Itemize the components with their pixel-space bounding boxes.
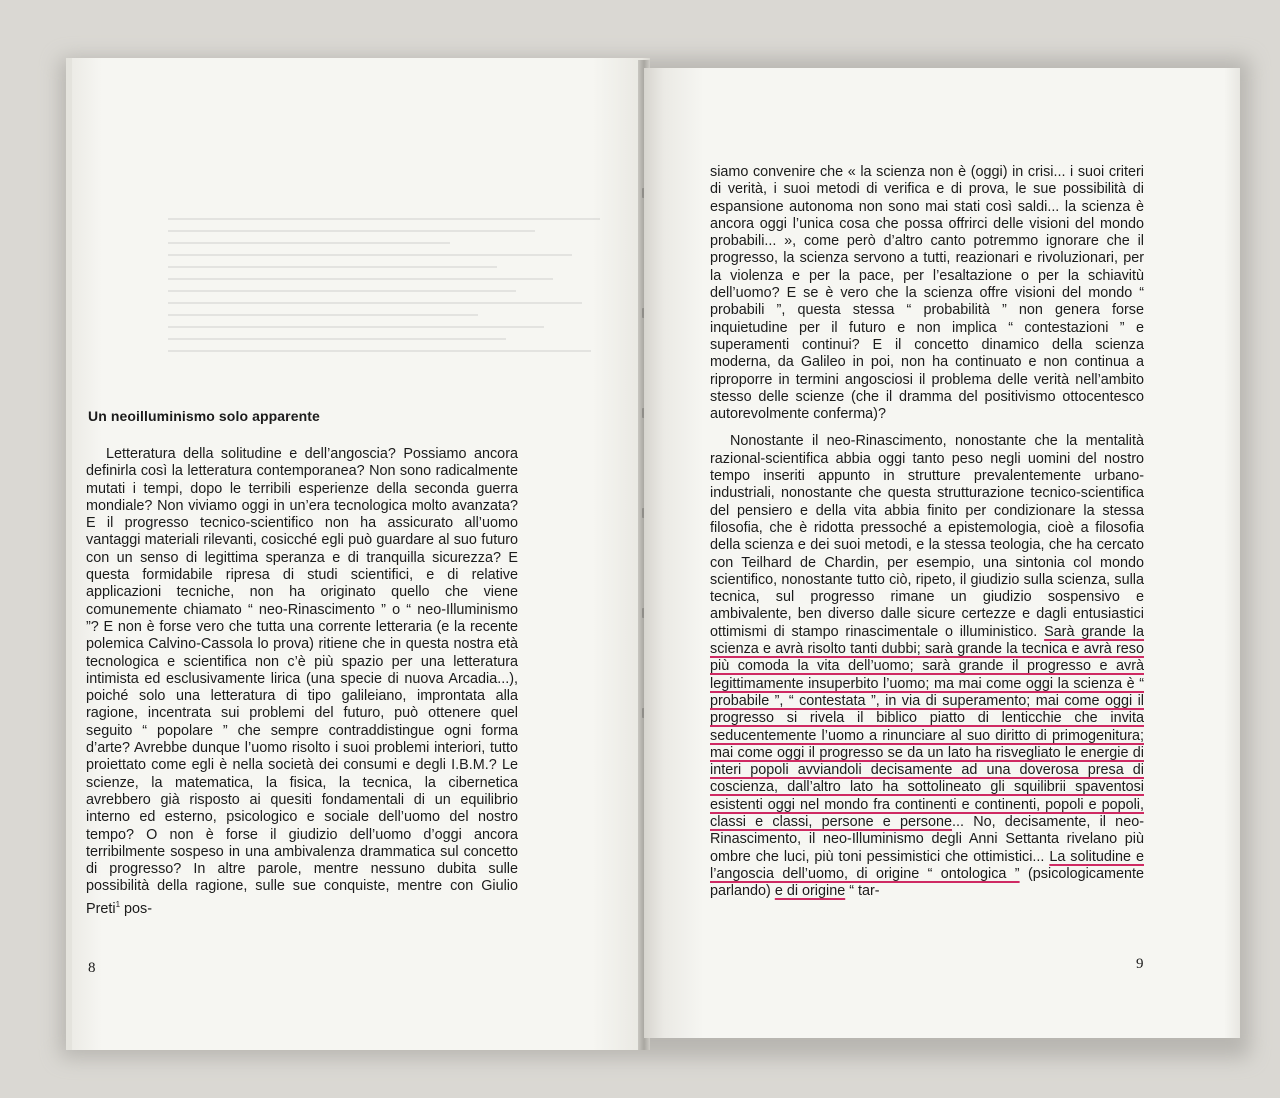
right-page	[644, 68, 1240, 1038]
left-paragraph-text: Letteratura della solitudine e dell’angoscia? Possiamo ancora definirla così la letteratura contemporanea? Non sono radicalmente mutati i tempi, dopo le terribili esperienze della seconda guerra mondiale? Non viviamo oggi in un’era tecnologica molto avanzata? E il progresso tecnico-scientifico non ha assicurato all’uomo vantaggi materiali rilevanti, cosicché egli può guardare al suo futuro con un senso di legittima speranza e di tranquilla sicurezza? E questa formidabile ripresa di studi scientifici, e di relative applicazioni tecniche, non ha originato quello che viene comunemente chiamato “ neo-Rinascimento ” o “ neo-Illuminismo ”? E non è forse vero che tutta una corrente letteraria (e la recente polemica Calvino-Cassola lo prova) ritiene che in questa nostra età tecnologica e scientifica non c’è più spazio per una letteratura intimista ed esclusivamente lirica (una specie di nuova Arcadia...), poiché solo una letteratura di tipo galileiano, improntata alla ragione, incentrata sui problemi del futuro, può ottenere quel seguito “ popolare ” che sempre contraddistingue ogni forma d’arte? Avrebbe dunque l’uomo risolto i suoi problemi interiori, tutto proiettato come egli è nella società dei consumi e degli I.B.M.? Le scienze, la matematica, la fisica, la tecnica, la cibernetica avrebbero già risposto ai quesiti fondamentali di un equilibrio interno ed esterno, psicologico e sociale dell’uomo del nostro tempo? O non è forse il giudizio dell’uomo d’oggi ancora terribilmente sospeso in una ambivalenza drammatica sul concetto di progresso? In altre parole, mentre nessuno dubita sulle possibilità della ragione, sulle sue conquiste, mentre con Giulio Preti	[86, 446, 518, 917]
left-paragraph	[86, 446, 518, 918]
right-paragraph-2-tail: ... No, decisamente, il neo-Rinascimento, il neo-Illuminismo degli Anni Settanta rivelano più ombre che luci, più toni pessimistici che ottimistici...	[710, 813, 1144, 865]
right-paragraph-2-end: “ tar-	[845, 883, 880, 900]
underlined-passage: Sarà grande la scienza e avrà risolto tanti dubbi; sarà grande la tecnica e avrà reso più comoda la vita dell’uomo; sarà grande il progresso e avrà legittimamente insuperbito l’uomo; ma mai come oggi la scienza è “ probabile ”, “ contestata ”, in via di superamento; mai come oggi il progresso si rivela il biblico piatto di lenticchie che invita seducentemente l’uomo a rinunciare al suo diritto di primogenitura; mai come oggi il progresso se da un lato ha risvegliato le energie di interi popoli avviandoli decisamente ad una doverosa presa di coscienza, dall’altro lato ha sottolineato gli squilibrii spaventosi esistenti oggi nel mondo fra continenti e continenti, popoli e popoli, classi e classi, persone e persone	[710, 623, 1145, 830]
right-paragraph-2	[710, 433, 1144, 900]
page-number-left: 8	[88, 960, 96, 976]
left-paragraph-end: pos-	[120, 900, 153, 917]
underlined-passage-2: La solitudine e l’angoscia dell’uomo, di origine “ ontologica ”	[710, 848, 1144, 882]
section-heading: Un neoilluminismo solo apparente	[88, 408, 320, 424]
left-page	[66, 58, 650, 1050]
page-number-right: 9	[1136, 956, 1144, 972]
right-paragraph-2-text: Nonostante il neo-Rinascimento, nonostante che la mentalità razional-scientifica abbia oggi tanto peso negli uomini del nostro tempo inseriti appunto in strutture prevalentemente urbano-industriali, nonostante che questa strutturazione tecnico-scientifica del pensiero e della vita abbia finito per condizionare la stessa filosofia, che è ridotta pressoché a epistemologia, cioè a filosofia della scienza e dei suoi metodi, e la stessa teologia, che ha cercato con Teilhard de Chardin, per esempio, una sintonia col mondo scientifico, nonostante tutto ciò, ripeto, il giudizio sulla scienza, sulla tecnica, sul progresso rimane un giudizio sospensivo e ambivalente, ben diverso dalle sicure certezze e dagli entusiastici ottimismi di stampo rinascimentale o illuministico.	[710, 433, 1144, 640]
footnote-marker: 1	[115, 899, 121, 909]
underlined-passage-3: e di origine	[774, 883, 846, 900]
right-paragraph-1: siamo convenire che « la scienza non è (oggi) in crisi... i suoi criteri di verità, i suoi metodi di verifica e di prova, le sue possibilità di espansione autonoma non sono mai stati così saldi... la scienza è ancora oggi l’unica cosa che possa offrirci delle visioni del mondo probabili... », come però d’altro canto potremmo ignorare che il progresso, la scienza servono a tutti, reazionari e rivoluzionari, per la violenza e per la pace, per l’esaltazione o per la schiavitù dell’uomo? E se è vero che la scienza offre visioni del mondo “ probabili ”, questa stessa “ probabilità ” non genera forse inquietudine per il futuro e non implica “ contestazioni ” e superamenti continui? E il concetto dinamico della scienza moderna, da Galileo in poi, non ha continuato e non continua a riproporre in termini angosciosi il problema delle verità nell’ambito stesso delle scienze (che il dramma del positivismo ottocentesco autorevolmente conferma)?	[710, 164, 1144, 423]
right-paragraph-2-mid: (psicologicamente parlando)	[710, 865, 1144, 900]
right-text-column	[710, 164, 1144, 910]
left-text-column	[86, 446, 518, 928]
